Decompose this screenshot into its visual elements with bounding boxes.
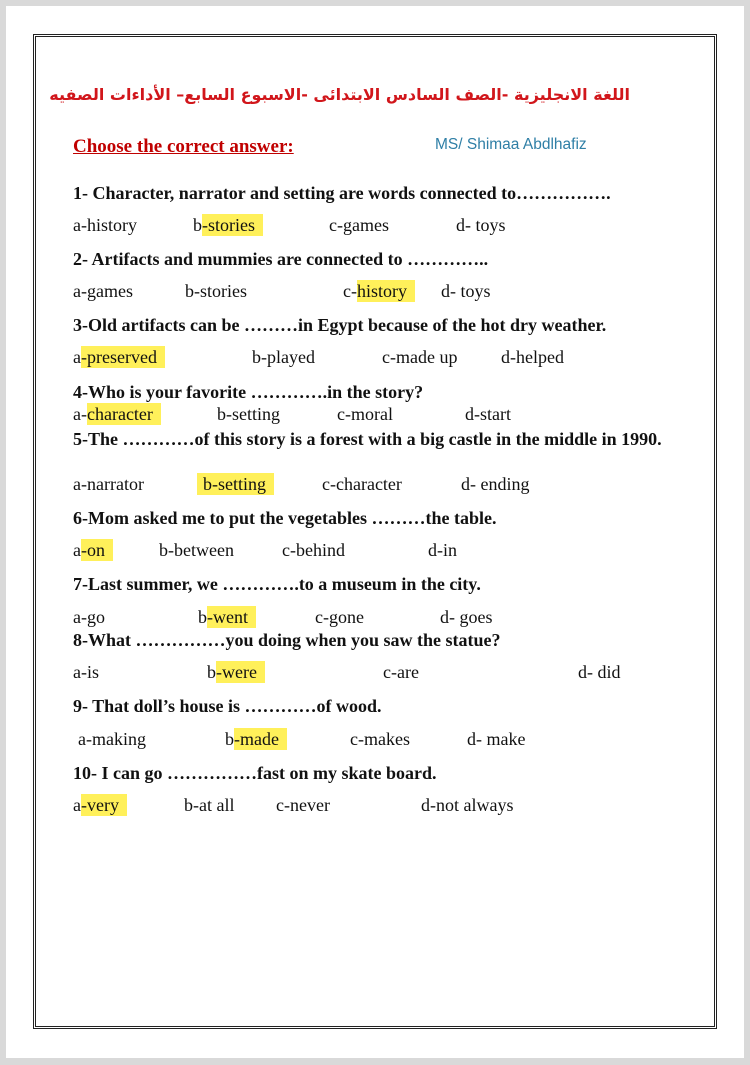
q9-option-a: a-making (78, 729, 146, 749)
q9-option-b: b-made (225, 729, 287, 750)
answer-highlight: -made (234, 728, 287, 750)
q10-option-d: d-not always (421, 795, 514, 815)
q2-option-c: c-history (343, 281, 415, 302)
q8-option-a: a-is (73, 662, 99, 682)
answer-highlight: -went (207, 606, 256, 628)
q6-option-b: b-between (159, 540, 234, 560)
q1-option-b: b-stories (193, 215, 263, 236)
q10-option-c: c-never (276, 795, 330, 815)
question-3: 3-Old artifacts can be ………in Egypt because of the hot dry weather. (73, 315, 607, 335)
question-9: 9- That doll’s house is …………of wood. (73, 696, 382, 716)
q4-option-a: a-character (73, 404, 161, 425)
answer-highlight: history (357, 280, 415, 302)
question-7: 7-Last summer, we ………….to a museum in the city. (73, 574, 481, 594)
instruction-heading: Choose the correct answer: (73, 136, 294, 157)
q2-option-d: d- toys (441, 281, 491, 301)
question-1: 1- Character, narrator and setting are words connected to……………. (73, 183, 611, 203)
q4-option-b: b-setting (217, 404, 280, 424)
q3-option-b: b-played (252, 347, 315, 367)
q7-option-b: b-went (198, 607, 256, 628)
answer-highlight: -stories (202, 214, 263, 236)
question-2: 2- Artifacts and mummies are connected to ………….. (73, 249, 489, 269)
q5-option-c: c-character (322, 474, 402, 494)
q2-option-a: a-games (73, 281, 133, 301)
q4-option-c: c-moral (337, 404, 393, 424)
q5-option-b (197, 474, 274, 495)
answer-highlight: -preserved (81, 346, 165, 368)
q5-option-a: a-narrator (73, 474, 144, 494)
q7-option-d: d- goes (440, 607, 493, 627)
answer-highlight: character (87, 403, 161, 425)
q10-option-a: a-very (73, 795, 127, 816)
q3-option-a: a-preserved (73, 347, 165, 368)
question-6: 6-Mom asked me to put the vegetables ………the table. (73, 508, 497, 528)
teacher-name: MS/ Shimaa Abdlhafiz (435, 136, 587, 153)
q6-option-a: a-on (73, 540, 113, 561)
q9-option-c: c-makes (350, 729, 410, 749)
q4-option-d: d-start (465, 404, 511, 424)
q1-option-a: a-history (73, 215, 137, 235)
q3-option-c: c-made up (382, 347, 458, 367)
q8-option-b: b-were (207, 662, 265, 683)
worksheet-page (6, 6, 744, 1058)
q1-option-c: c-games (329, 215, 389, 235)
q2-option-b: b-stories (185, 281, 247, 301)
arabic-header: اللغة الانجليزية -الصف السادس الابتدائى -الاسبوع السابع– الأداءات الصفيه (49, 85, 630, 104)
q3-option-d: d-helped (501, 347, 564, 367)
answer-highlight: b-setting (197, 473, 274, 495)
question-4: 4-Who is your favorite ………….in the story? (73, 382, 424, 402)
q8-option-d: d- did (578, 662, 621, 682)
q7-option-c: c-gone (315, 607, 364, 627)
q10-option-b: b-at all (184, 795, 235, 815)
answer-highlight: -on (81, 539, 113, 561)
q6-option-d: d-in (428, 540, 457, 560)
question-8: 8-What ……………you doing when you saw the statue? (73, 630, 501, 650)
q1-option-d: d- toys (456, 215, 506, 235)
q7-option-a: a-go (73, 607, 105, 627)
question-5: 5-The …………of this story is a forest with a big castle in the middle in 1990. (73, 429, 662, 449)
q8-option-c: c-are (383, 662, 419, 682)
answer-highlight: -were (216, 661, 265, 683)
answer-highlight: -very (81, 794, 127, 816)
question-10: 10- I can go ……………fast on my skate board. (73, 763, 437, 783)
q5-option-d: d- ending (461, 474, 530, 494)
q9-option-d: d- make (467, 729, 526, 749)
q6-option-c: c-behind (282, 540, 345, 560)
